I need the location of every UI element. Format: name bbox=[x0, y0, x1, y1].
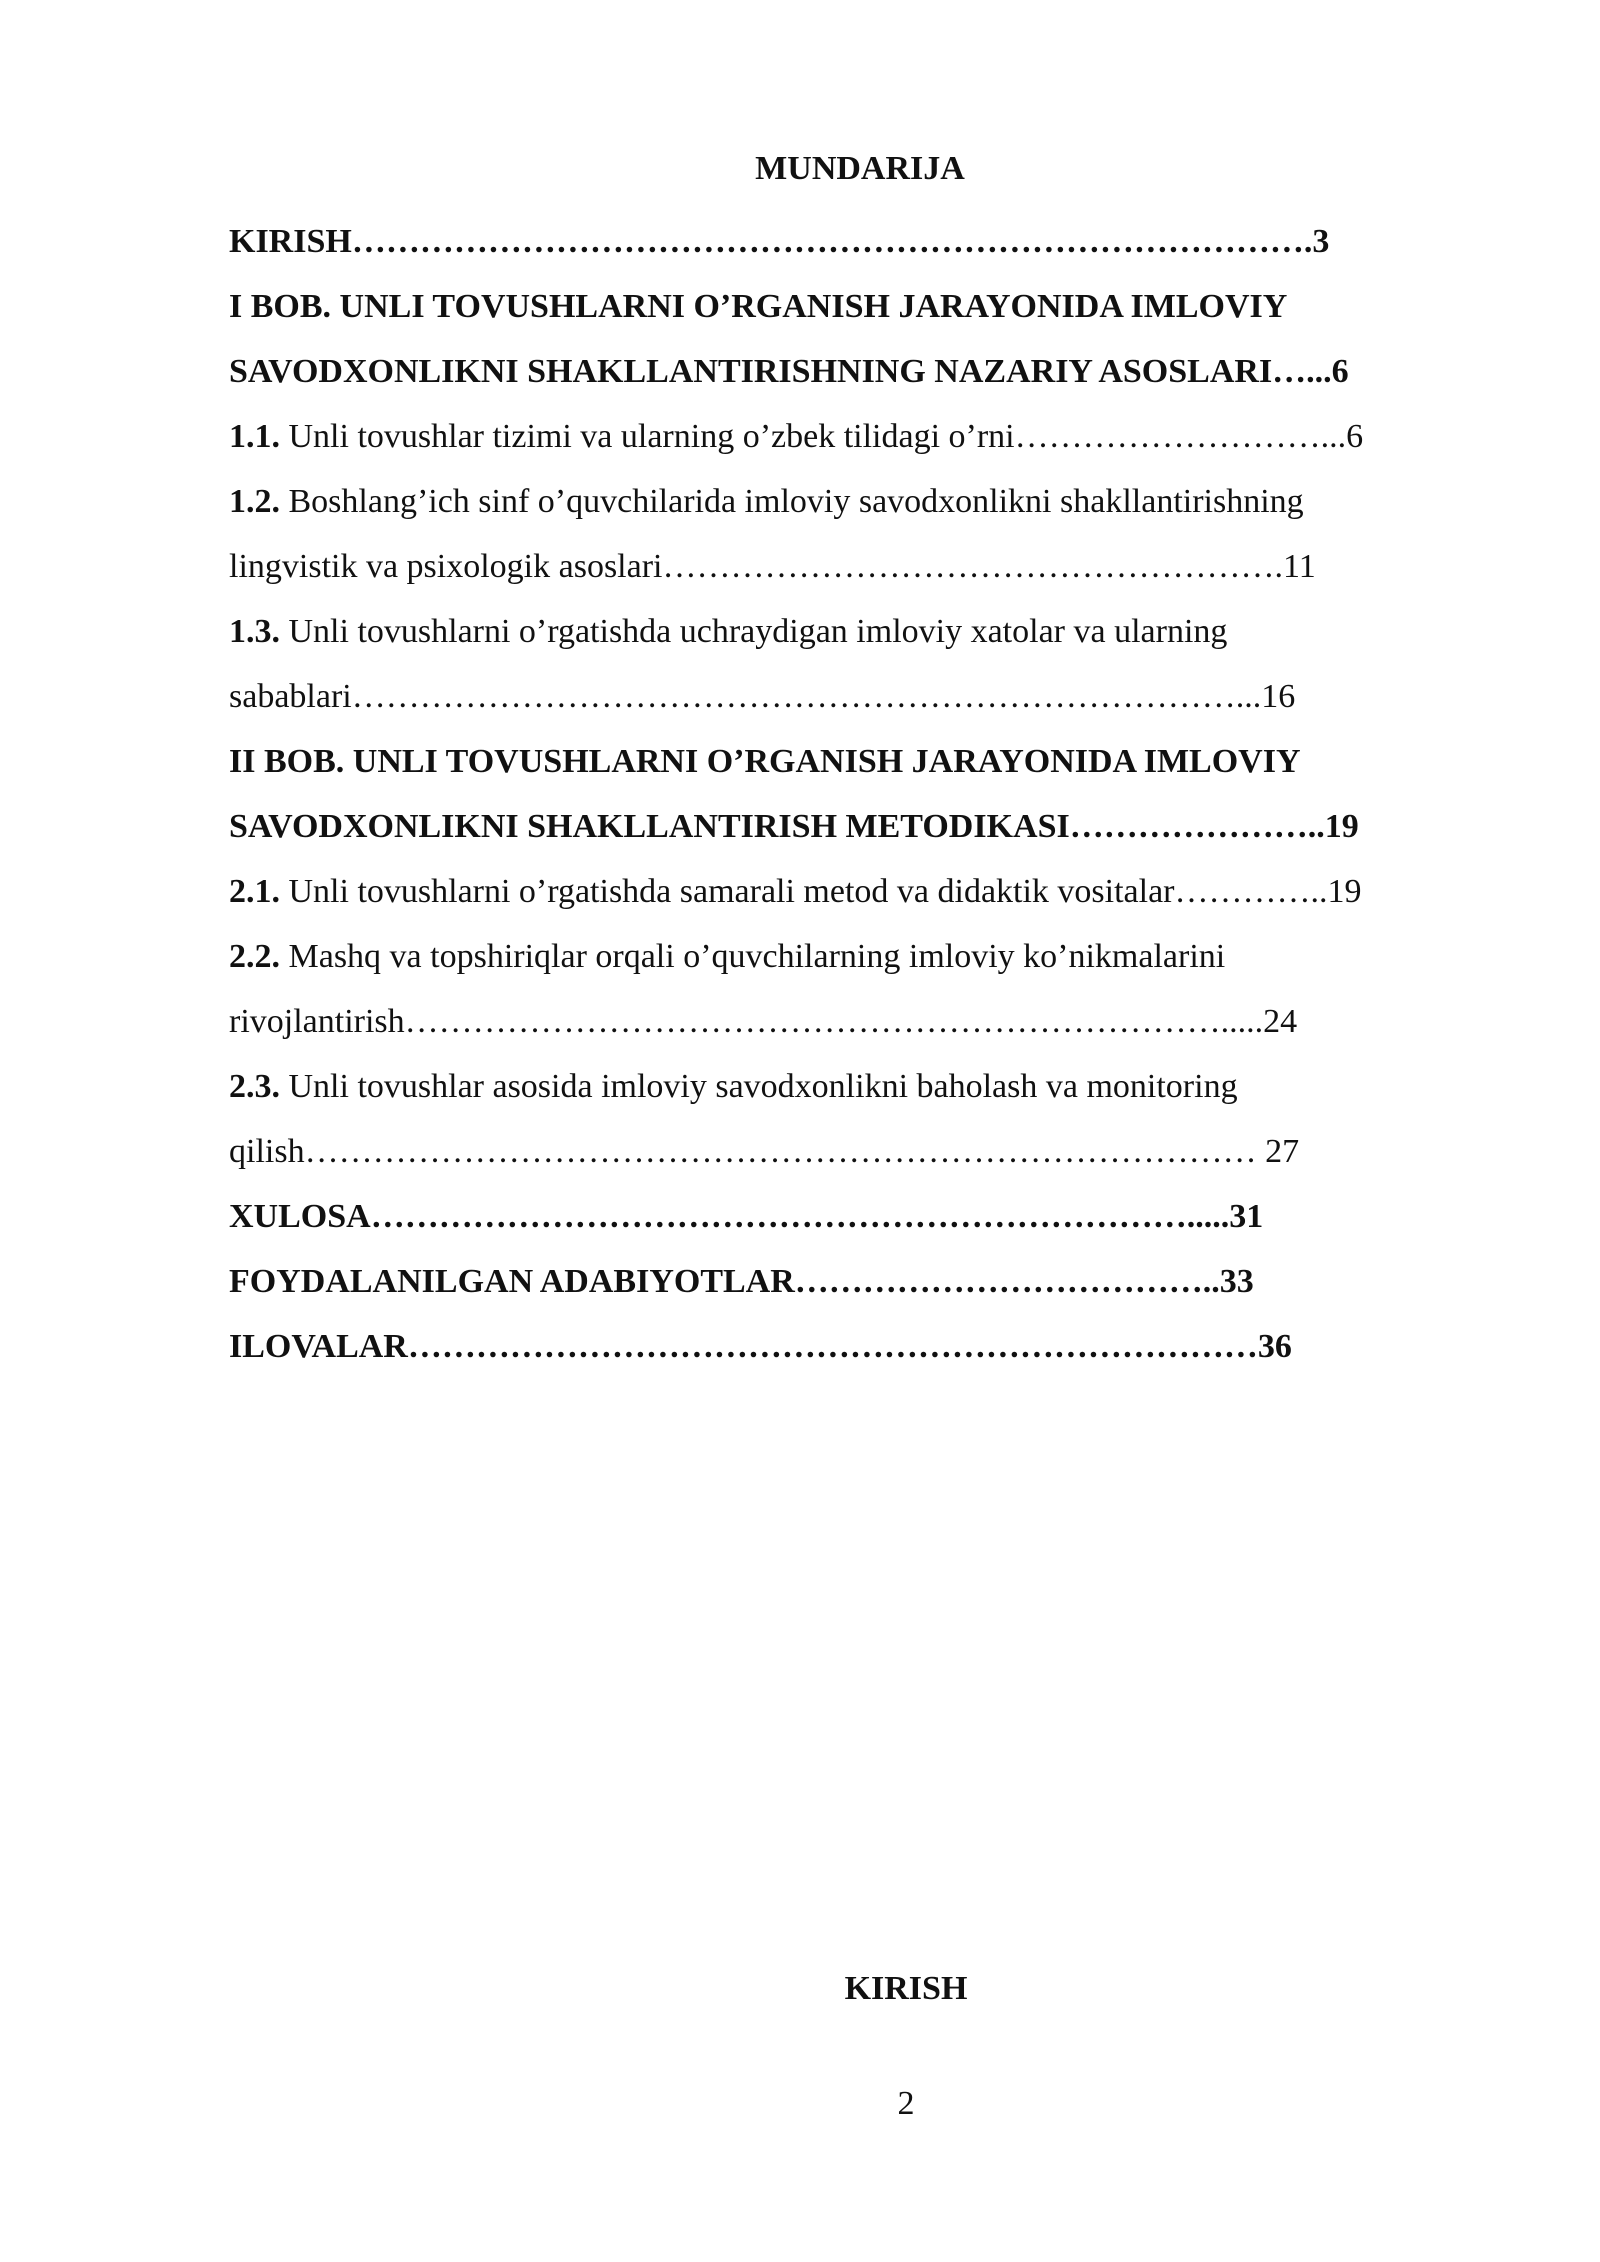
toc-line bbox=[229, 859, 1486, 924]
toc-line-number: 1.2. bbox=[229, 483, 280, 520]
toc-line-text: FOYDALANILGAN ADABIYOTLAR………………………………..33 bbox=[229, 1263, 1254, 1300]
toc-line-text: XULOSA……………………………………………………………….....31 bbox=[229, 1198, 1264, 1235]
toc-line bbox=[229, 599, 1486, 664]
toc-line bbox=[229, 1314, 1486, 1379]
toc-line-number: 2.1. bbox=[229, 873, 280, 910]
toc-line-text: Unli tovushlar asosida imloviy savodxonlikni baholash va monitoring bbox=[280, 1068, 1238, 1105]
toc-line bbox=[229, 469, 1486, 534]
toc-line bbox=[229, 339, 1486, 404]
toc-line bbox=[229, 1119, 1486, 1184]
toc-line bbox=[229, 989, 1486, 1054]
toc-line-text: ILOVALAR…………………………………………………………………36 bbox=[229, 1328, 1292, 1365]
toc-line-number: 1.3. bbox=[229, 613, 280, 650]
toc-line bbox=[229, 1184, 1486, 1249]
toc-line-text: Mashq va topshiriqlar orqali o’quvchilarning imloviy ko’nikmalarini bbox=[280, 938, 1226, 975]
toc-line bbox=[229, 729, 1486, 794]
toc-line-text: lingvistik va psixologik asoslari……………………………………………….11 bbox=[229, 548, 1316, 585]
toc-line-text: Boshlang’ich sinf o’quvchilarida imloviy savodxonlikni shakllantirishning bbox=[280, 483, 1304, 520]
toc-line bbox=[229, 534, 1486, 599]
table-of-contents bbox=[229, 209, 1486, 1379]
toc-line-text: KIRISH………………………………………………………………………….3 bbox=[229, 223, 1330, 260]
toc-line-text: Unli tovushlarni o’rgatishda uchraydigan imloviy xatolar va ularning bbox=[280, 613, 1228, 650]
toc-line bbox=[229, 924, 1486, 989]
toc-title: MUNDARIJA bbox=[755, 150, 965, 187]
section-heading: KIRISH bbox=[844, 1970, 968, 2007]
page-number: 2 bbox=[897, 2085, 915, 2122]
toc-line bbox=[229, 404, 1486, 469]
toc-line-number: 2.2. bbox=[229, 938, 280, 975]
toc-line-text: Unli tovushlar tizimi va ularning o’zbek tilidagi o’rni………………………...6 bbox=[280, 418, 1364, 455]
toc-line-text: rivojlantirish……………………………………………………………….....24 bbox=[229, 1003, 1298, 1040]
toc-line-number: 2.3. bbox=[229, 1068, 280, 1105]
toc-line bbox=[229, 794, 1486, 859]
toc-line-text: SAVODXONLIKNI SHAKLLANTIRISH METODIKASI…………………..19 bbox=[229, 808, 1359, 845]
toc-line bbox=[229, 1054, 1486, 1119]
toc-line-text: I BOB. UNLI TOVUSHLARNI O’RGANISH JARAYONIDA IMLOVIY bbox=[229, 288, 1288, 325]
toc-line bbox=[229, 274, 1486, 339]
toc-line bbox=[229, 1249, 1486, 1314]
toc-line-number: 1.1. bbox=[229, 418, 280, 455]
toc-line-text: II BOB. UNLI TOVUSHLARNI O’RGANISH JARAYONIDA IMLOVIY bbox=[229, 743, 1301, 780]
toc-line bbox=[229, 664, 1486, 729]
toc-line-text: sabablari……………………………………………………………………...16 bbox=[229, 678, 1296, 715]
toc-line-text: SAVODXONLIKNI SHAKLLANTIRISHNING NAZARIY ASOSLARI…...6 bbox=[229, 353, 1349, 390]
toc-line-text: Unli tovushlarni o’rgatishda samarali metod va didaktik vositalar…………..19 bbox=[280, 873, 1362, 910]
toc-line bbox=[229, 209, 1486, 274]
toc-line-text: qilish………………………………………………………………………… 27 bbox=[229, 1133, 1300, 1170]
